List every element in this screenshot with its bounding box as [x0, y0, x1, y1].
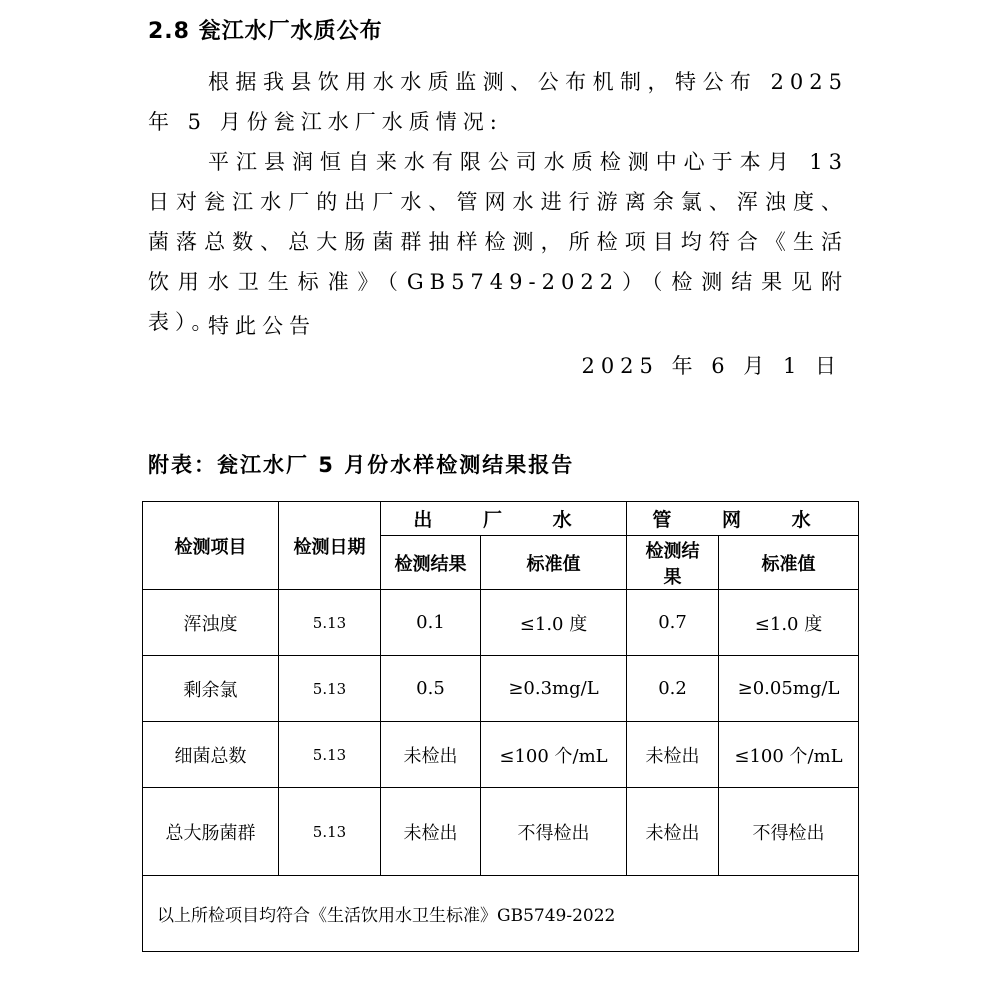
header-outlet-standard: 标准值 [481, 536, 627, 590]
cell-date: 5.13 [279, 590, 381, 656]
paragraph-body: 平江县润恒自来水有限公司水质检测中心于本月 13 日对瓮江水厂的出厂水、管网水进行游离余氯、浑浊度、菌落总数、总大肠菌群抽样检测，所检项目均符合《生活饮用水卫生标准》（GB5749-2022）（检测结果见附表）。 [148, 150, 848, 334]
cell-item: 细菌总数 [143, 722, 279, 788]
section-heading: 2.8 瓮江水厂水质公布 [148, 19, 383, 44]
cell-outlet-result: 0.5 [381, 656, 481, 722]
table-footer-note: 以上所检项目均符合《生活饮用水卫生标准》GB5749-2022 [143, 876, 859, 952]
cell-network-standard: ≤100 个/mL [719, 722, 859, 788]
cell-date: 5.13 [279, 722, 381, 788]
paragraph-intro: 根据我县饮用水水质监测、公布机制，特公布 2025 年 5 月份瓮江水厂水质情况: [148, 70, 848, 134]
results-table [142, 501, 859, 952]
table-row [143, 656, 859, 722]
table-header-row-1 [143, 502, 859, 536]
cell-outlet-result: 0.1 [381, 590, 481, 656]
cell-network-standard: ≥0.05mg/L [719, 656, 859, 722]
header-outlet-result: 检测结果 [381, 536, 481, 590]
cell-network-result: 0.2 [627, 656, 719, 722]
cell-date: 5.13 [279, 788, 381, 876]
signature-date: 2025 年 6 月 1 日 [581, 354, 842, 378]
cell-outlet-standard: 不得检出 [481, 788, 627, 876]
paragraph-closing: 特此公告 [208, 314, 316, 338]
header-network-standard: 标准值 [719, 536, 859, 590]
table-row [143, 788, 859, 876]
table-footer-row [143, 876, 859, 952]
cell-network-result: 未检出 [627, 788, 719, 876]
cell-network-result: 0.7 [627, 590, 719, 656]
cell-network-standard: ≤1.0 度 [719, 590, 859, 656]
header-date: 检测日期 [279, 502, 381, 590]
cell-outlet-result: 未检出 [381, 722, 481, 788]
table-row [143, 590, 859, 656]
cell-network-standard: 不得检出 [719, 788, 859, 876]
table-row [143, 722, 859, 788]
cell-outlet-standard: ≤1.0 度 [481, 590, 627, 656]
header-group-network: 管 网 水 [627, 502, 859, 536]
cell-item: 浑浊度 [143, 590, 279, 656]
cell-network-result: 未检出 [627, 722, 719, 788]
cell-outlet-result: 未检出 [381, 788, 481, 876]
header-network-result: 检测结果 [627, 536, 719, 590]
cell-outlet-standard: ≤100 个/mL [481, 722, 627, 788]
cell-item: 剩余氯 [143, 656, 279, 722]
header-item: 检测项目 [143, 502, 279, 590]
cell-item: 总大肠菌群 [143, 788, 279, 876]
cell-outlet-standard: ≥0.3mg/L [481, 656, 627, 722]
cell-date: 5.13 [279, 656, 381, 722]
table-title: 附表：瓮江水厂 5 月份水样检测结果报告 [148, 453, 575, 477]
header-group-outlet: 出 厂 水 [381, 502, 627, 536]
